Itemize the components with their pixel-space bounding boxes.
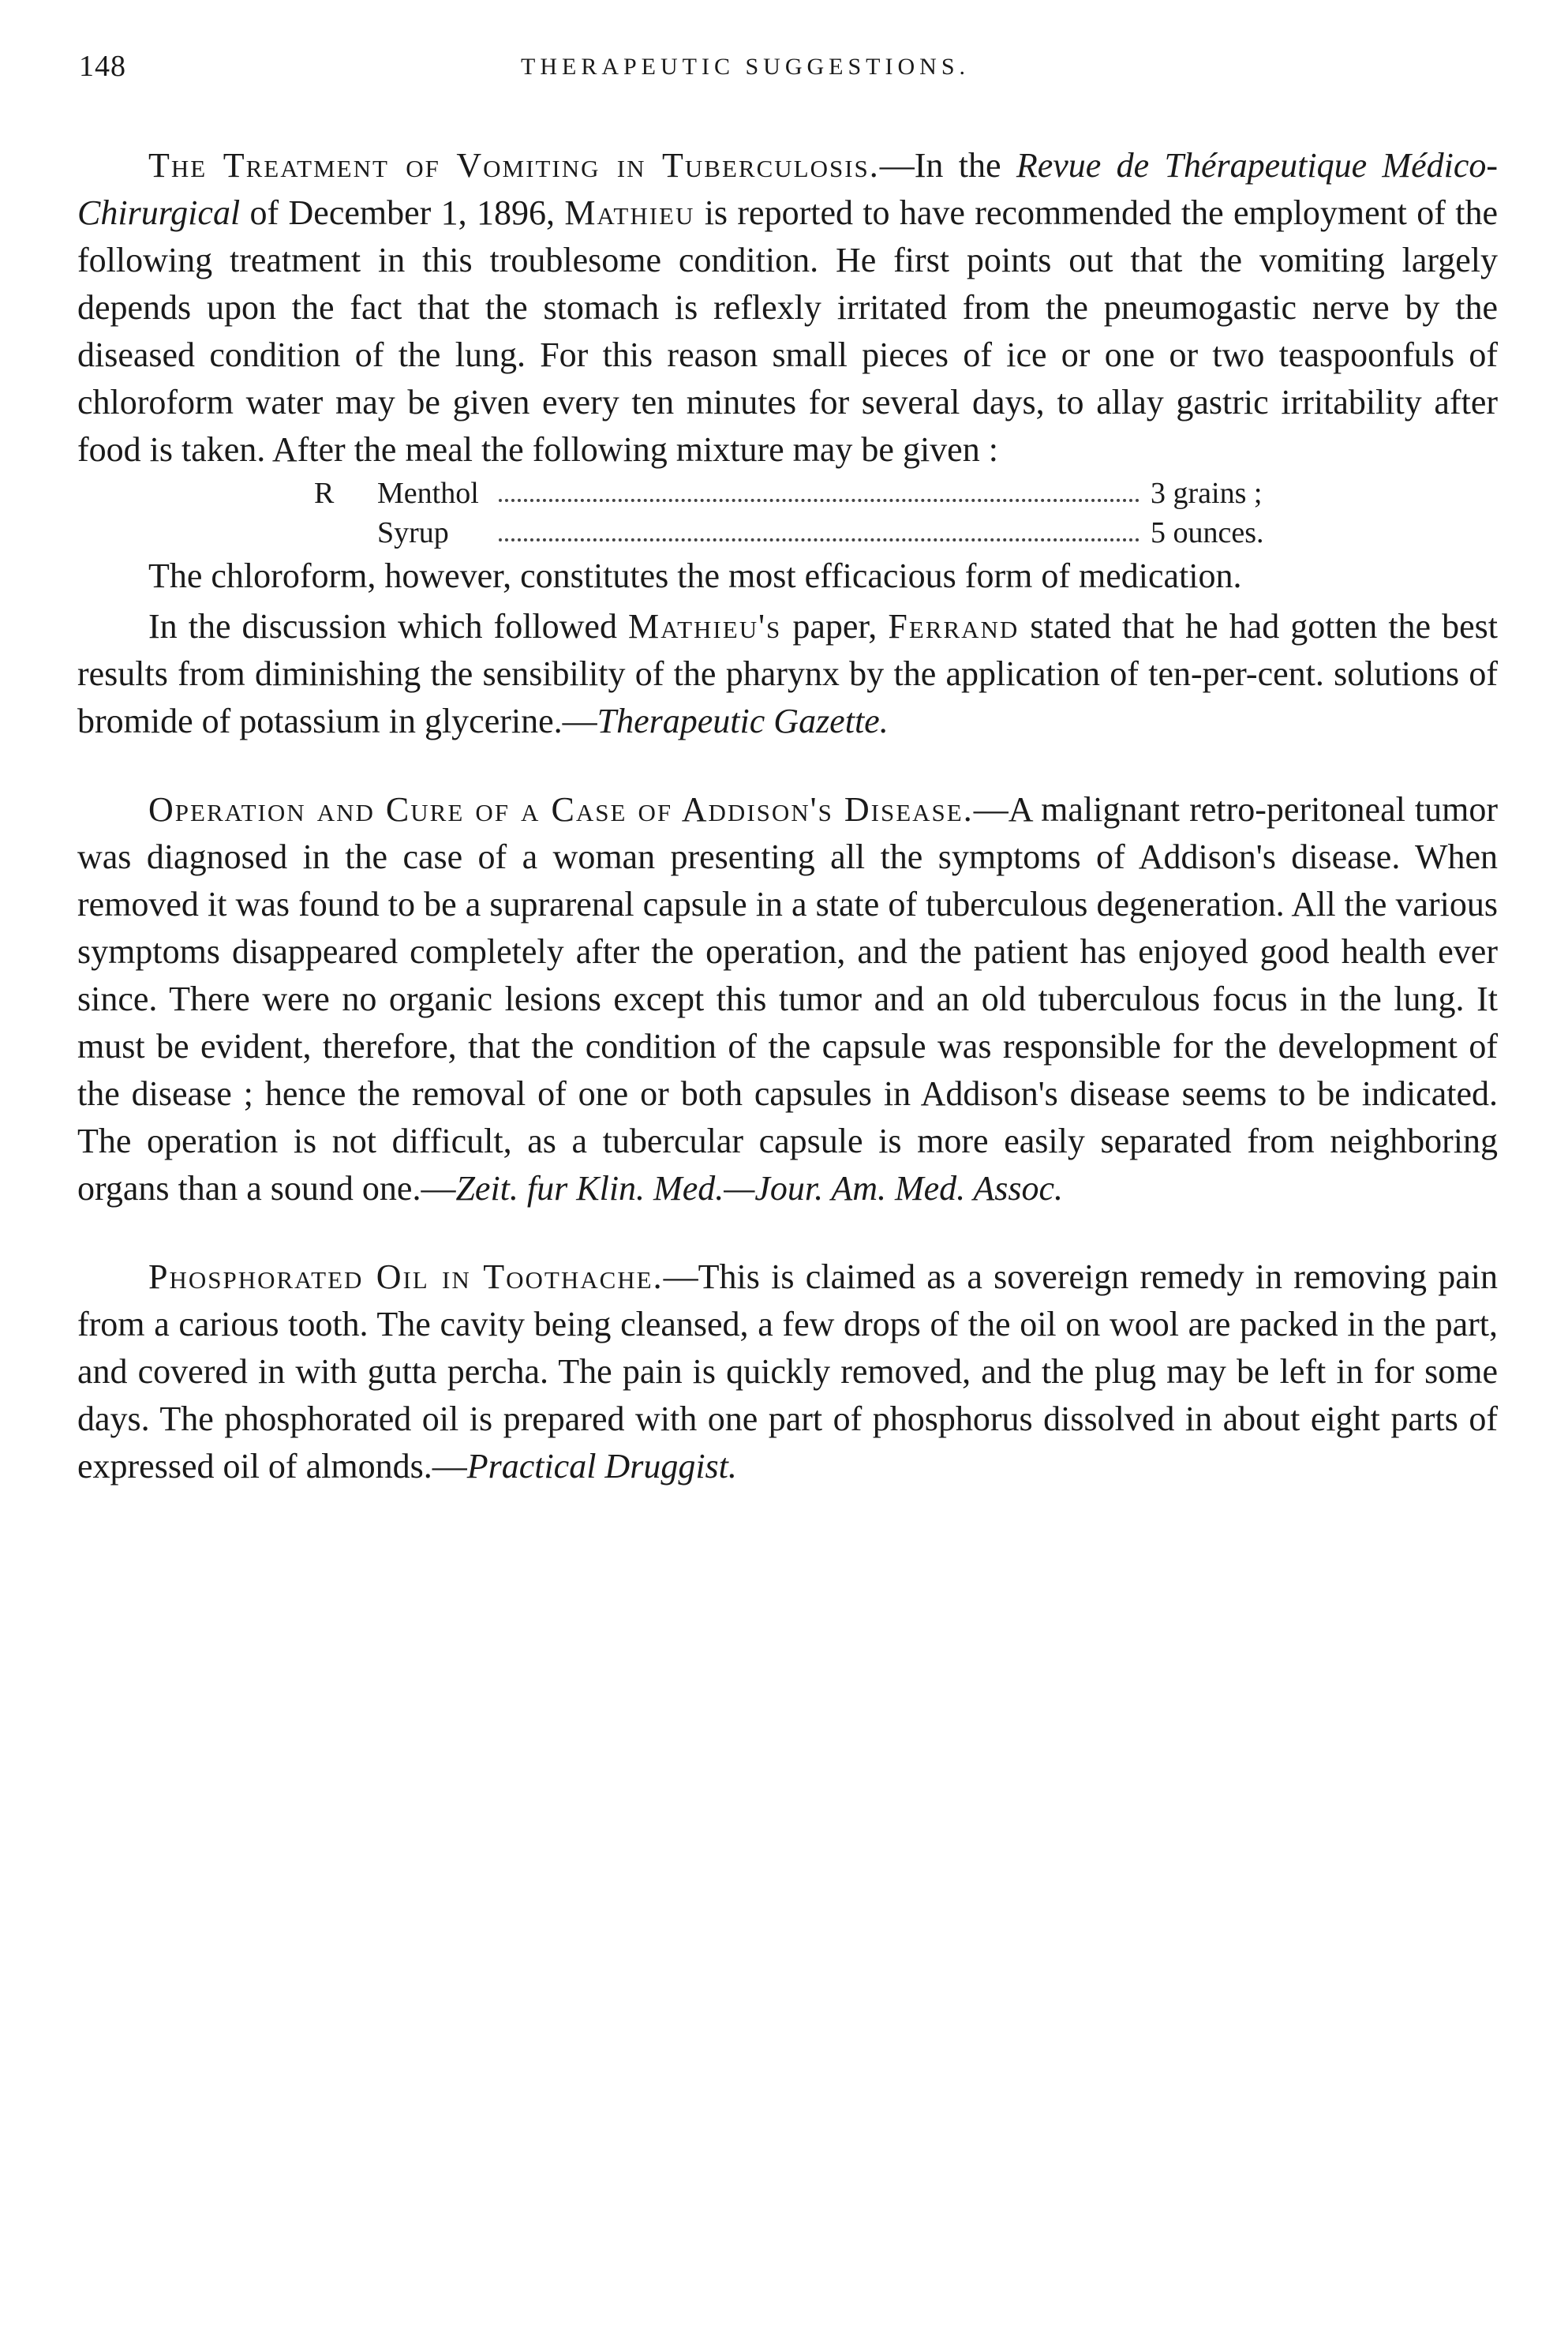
formula-ingredient: Syrup: [377, 516, 449, 549]
article-phosphorated-oil: [77, 1253, 1498, 1490]
formula-row: [314, 513, 1340, 553]
page-number: 148: [79, 50, 126, 83]
page-body: [77, 142, 1498, 1490]
article-text: is reported to have recommended the employment of the following treatment in this troublesome condition. He first points out that the vomiting largely depends upon the fact that the stomach is reflexly irritated from the pneumogastic nerve by the diseased condition of the lung. For this reason small pieces of ice or one or two teaspoonfuls of chloroform water may be given every ten minutes for several days, to allay gastric irritability after food is taken. After the meal the following mixture may be given :: [77, 193, 1498, 469]
paragraph: [77, 603, 1498, 745]
source-citation: Practical Druggist.: [466, 1447, 737, 1486]
running-head: THERAPEUTIC SUGGESTIONS.: [521, 54, 971, 80]
article-text: stated that he had gotten the best results from diminishing the sensibility of the pharynx by the application of ten-per-cent. solutions of bromide of potassium in glycerine.—: [77, 607, 1499, 740]
article-title: The Treatment of Vomiting in Tuberculosis.: [148, 146, 880, 185]
page-header: [79, 49, 1499, 96]
article-vomiting-tuberculosis: [77, 142, 1498, 474]
article-text: paper,: [792, 607, 878, 646]
rx-symbol: [314, 513, 377, 553]
formula-quantity: 5 ounces.: [1151, 516, 1264, 549]
article-addisons-disease: [77, 786, 1498, 1212]
paragraph: The chloroform, however, constitutes the most efficacious form of medication.: [148, 556, 1242, 595]
person-name: Ferrand: [888, 607, 1020, 646]
author-name: Mathieu's: [628, 607, 782, 646]
author-name: Mathieu: [564, 193, 695, 232]
article-text: —In the: [879, 146, 1001, 185]
rx-symbol: R: [314, 477, 335, 510]
formula-row: [314, 474, 1340, 513]
article-text: of December 1, 1896,: [249, 193, 555, 232]
dot-leader: [499, 513, 1140, 541]
article-text: —A malignant retro-peritoneal tumor was diagnosed in the case of a woman presenting all the symptoms of Addison's disease. When removed it was found to be a suprarenal capsule in a state of tuberculous degeneration. All the various symptoms disappeared completely after the operation, and the patient has enjoyed good health ever since. There were no organic lesions except this tumor and an old tuberculous focus in the lung. It must be evident, therefore, that the condition of the capsule was responsible for the development of the disease ; hence the removal of one or both capsules in Addison's disease seems to be indicated. The operation is not difficult, as a tubercular capsule is more easily separated from neighboring organs than a sound one.—: [77, 790, 1499, 1208]
article-text: In the discussion which followed: [148, 607, 617, 646]
prescription-formula: [77, 474, 1498, 553]
formula-quantity: 3 grains ;: [1151, 477, 1263, 510]
article-text: —This is claimed as a sovereign remedy in removing pain from a carious tooth. The cavity being cleansed, a few drops of the oil on wool are packed in the part, and covered in with gutta percha. The pain is quickly removed, and the plug may be left in for some days. The phosphorated oil is prepared with one part of phosphorus dissolved in about eight parts of expressed oil of almonds.—: [77, 1257, 1498, 1486]
article-title: Phosphorated Oil in Toothache.: [148, 1257, 664, 1296]
source-journal: Revue de Thérapeutique Médico-Chirurgical: [77, 146, 1499, 232]
dot-leader: [499, 474, 1140, 502]
formula-ingredient: Menthol: [377, 477, 479, 510]
article-title: Operation and Cure of a Case of Addison's Disease.: [148, 790, 974, 829]
source-citation: Therapeutic Gazette.: [597, 702, 889, 740]
source-citation: Zeit. fur Klin. Med.—Jour. Am. Med. Assoc.: [455, 1169, 1064, 1208]
